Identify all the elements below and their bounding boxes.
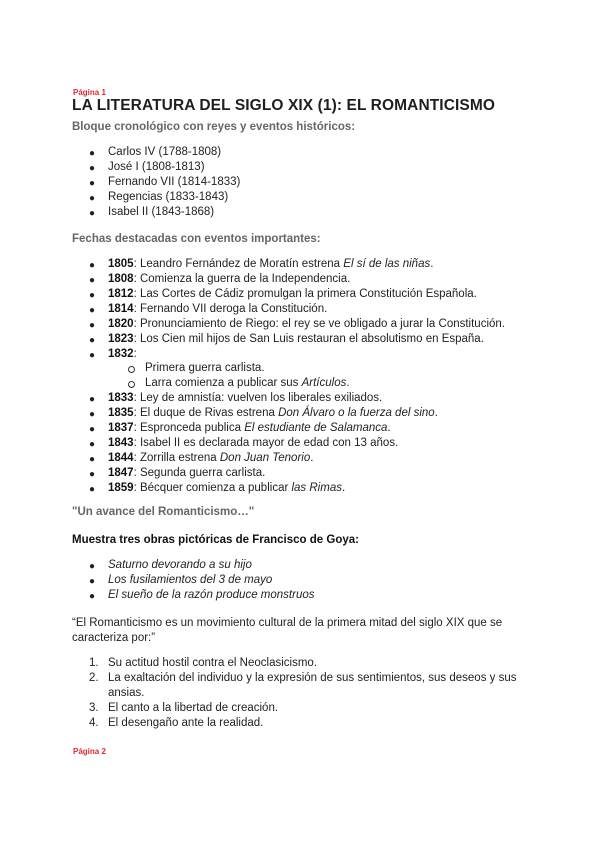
quote-line-1: “El Romanticismo es un movimiento cultural de la primera mitad del siglo XIX que se xyxy=(72,617,503,629)
list-item: Carlos IV (1788-1808) xyxy=(108,146,222,158)
list-item-end: . xyxy=(310,452,314,464)
list-item: Regencias (1833-1843) xyxy=(108,191,229,203)
list-item xyxy=(108,348,137,360)
list-bullet: ● xyxy=(89,439,96,450)
list-item-end: . xyxy=(346,377,350,389)
list-item-continuation: ansias. xyxy=(108,687,145,699)
list-item-year: 1837 xyxy=(108,422,134,434)
list-item-text: : Las Cortes de Cádiz promulgan la primera Constitución Española. xyxy=(133,288,477,300)
list-bullet: ● xyxy=(89,469,96,480)
list-bullet: ● xyxy=(89,454,96,465)
list-item xyxy=(108,452,313,464)
list-item-text: : Ley de amnistía: vuelven los liberales exiliados. xyxy=(133,392,383,404)
list-item: José I (1808-1813) xyxy=(108,161,205,173)
list-item xyxy=(108,422,391,434)
list-item-year: 1835 xyxy=(108,407,134,419)
list-item-year: 1833 xyxy=(108,392,134,404)
list-item xyxy=(108,258,433,270)
list-item-text: : Espronceda publica xyxy=(133,422,245,434)
sub-list-item xyxy=(145,377,350,389)
list-number: 1. xyxy=(89,657,99,669)
list-bullet: ● xyxy=(89,148,96,159)
list-item-text: : Fernando VII deroga la Constitución. xyxy=(133,303,328,315)
list-number: 3. xyxy=(89,702,99,714)
list-bullet: ● xyxy=(89,320,96,331)
list-number: 2. xyxy=(89,672,99,684)
sub-list-item: Primera guerra carlista. xyxy=(145,362,265,374)
list-bullet: ● xyxy=(89,208,96,219)
list-item: Isabel II (1843-1868) xyxy=(108,206,215,218)
list-item-title: El estudiante de Salamanca xyxy=(244,422,388,434)
list-item-year: 1823 xyxy=(108,333,134,345)
list-item xyxy=(108,333,484,345)
list-item-text: : Isabel II es declarada mayor de edad con 13 años. xyxy=(133,437,399,449)
list-item-end: . xyxy=(387,422,391,434)
list-item-year: 1808 xyxy=(108,273,134,285)
list-bullet: ● xyxy=(89,350,96,361)
list-item-year: 1820 xyxy=(108,318,134,330)
list-item-title: Artículos xyxy=(301,377,347,389)
list-item: Fernando VII (1814-1833) xyxy=(108,176,241,188)
sub-bullet xyxy=(128,381,135,388)
quote-line-2: caracteriza por:” xyxy=(72,632,156,644)
list-item-year: 1832 xyxy=(108,348,134,360)
list-item-year: 1812 xyxy=(108,288,134,300)
list-bullet: ● xyxy=(89,335,96,346)
page-title: LA LITERATURA DEL SIGLO XIX (1): EL ROMANTICISMO xyxy=(72,97,496,114)
avance-heading: "Un avance del Romanticismo…" xyxy=(72,506,255,518)
list-item xyxy=(108,392,382,404)
list-item: El sueño de la razón produce monstruos xyxy=(108,589,315,601)
list-bullet: ● xyxy=(89,409,96,420)
list-item-year: 1847 xyxy=(108,467,134,479)
list-item-text: : Comienza la guerra de la Independencia. xyxy=(133,273,351,285)
list-bullet: ● xyxy=(89,275,96,286)
list-item-text: : Segunda guerra carlista. xyxy=(133,467,266,479)
list-item xyxy=(108,407,438,419)
list-item-text: : El duque de Rivas estrena xyxy=(133,407,279,419)
list-item-text: : Pronunciamiento de Riego: el rey se ve obligado a jurar la Constitución. xyxy=(133,318,505,330)
list-bullet: ● xyxy=(89,305,96,316)
list-item xyxy=(108,303,327,315)
list-item: La exaltación del individuo y la expresión de sus sentimientos, sus deseos y sus xyxy=(108,672,517,684)
list-item: Su actitud hostil contra el Neoclasicismo. xyxy=(108,657,318,669)
list-item xyxy=(108,288,477,300)
page-2-label: Página 2 xyxy=(73,747,106,756)
list-bullet: ● xyxy=(89,576,96,587)
list-item-text: : Los Cien mil hijos de San Luis restauran el absolutismo en España. xyxy=(133,333,484,345)
list-item xyxy=(108,482,345,494)
list-bullet: ● xyxy=(89,394,96,405)
list-item-end: . xyxy=(434,407,438,419)
list-bullet: ● xyxy=(89,591,96,602)
list-item xyxy=(108,437,398,449)
reyes-heading: Bloque cronológico con reyes y eventos históricos: xyxy=(72,121,356,133)
list-item-year: 1805 xyxy=(108,258,134,270)
list-item-title: Don Juan Tenorio xyxy=(219,452,311,464)
list-bullet: ● xyxy=(89,193,96,204)
list-item: El canto a la libertad de creación. xyxy=(108,702,279,714)
list-item-year: 1844 xyxy=(108,452,134,464)
list-bullet: ● xyxy=(89,260,96,271)
list-item-title: Don Álvaro o la fuerza del sino xyxy=(278,407,435,419)
list-item xyxy=(108,318,505,330)
list-item-year: 1843 xyxy=(108,437,134,449)
list-bullet: ● xyxy=(89,424,96,435)
list-item: Saturno devorando a su hijo xyxy=(108,559,252,571)
fechas-heading: Fechas destacadas con eventos importantes: xyxy=(72,233,321,245)
list-bullet: ● xyxy=(89,561,96,572)
list-number: 4. xyxy=(89,717,99,729)
list-item-text: : xyxy=(133,348,137,360)
list-item: Los fusilamientos del 3 de mayo xyxy=(108,574,273,586)
list-item-title: El sí de las niñas xyxy=(343,258,431,270)
list-item: El desengaño ante la realidad. xyxy=(108,717,264,729)
page-1-label: Página 1 xyxy=(73,88,106,97)
list-item-text: : Zorrilla estrena xyxy=(133,452,220,464)
list-item-text: Larra comienza a publicar sus xyxy=(145,377,302,389)
list-bullet: ● xyxy=(89,163,96,174)
goya-heading: Muestra tres obras pictóricas de Francisco de Goya: xyxy=(72,534,359,546)
list-item xyxy=(108,467,265,479)
list-item-year: 1814 xyxy=(108,303,134,315)
list-bullet: ● xyxy=(89,484,96,495)
list-bullet: ● xyxy=(89,178,96,189)
list-item-text: : Bécquer comienza a publicar xyxy=(133,482,292,494)
list-bullet: ● xyxy=(89,290,96,301)
list-item-end: . xyxy=(430,258,434,270)
list-item-text: : Leandro Fernández de Moratín estrena xyxy=(133,258,344,270)
sub-bullet xyxy=(128,366,135,373)
list-item xyxy=(108,273,350,285)
list-item-end: . xyxy=(341,482,346,494)
list-item-year: 1859 xyxy=(108,482,134,494)
list-item-title: las Rimas xyxy=(291,482,342,494)
